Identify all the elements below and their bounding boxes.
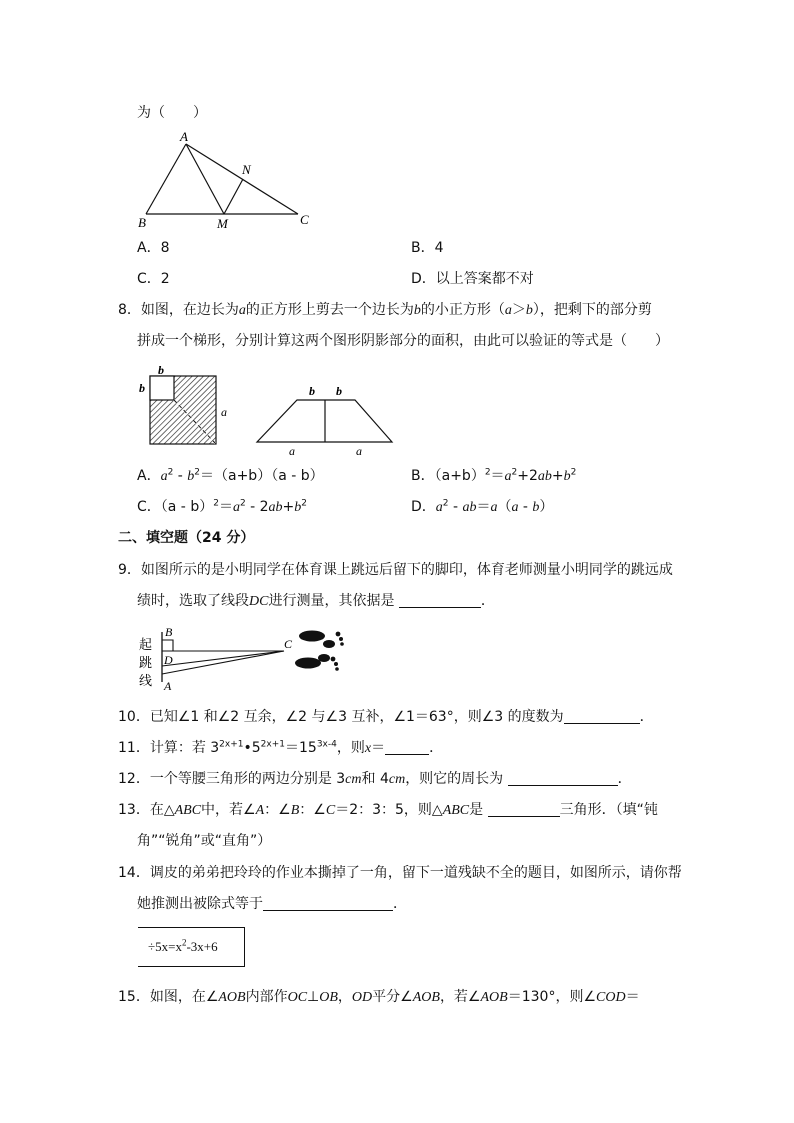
q8-trapezoid-figure xyxy=(252,380,398,456)
q9-label-d: D xyxy=(164,653,173,667)
q8-square-label-b-top: b xyxy=(158,364,164,377)
q10-stem: 10．已知∠1 和∠2 互余，∠2 与∠3 互补，∠1＝63°，则∠3 的度数为 ． xyxy=(118,709,654,725)
q7-line-mn xyxy=(224,179,243,214)
q7-label-n: N xyxy=(242,162,251,177)
q12-stem: 12．一个等腰三角形的两边分别是 3cm和 4cm，则它的周长为 ． xyxy=(118,771,632,787)
q7-label-m: M xyxy=(217,216,228,231)
q8-stem-line2: 拼成一个梯形，分别计算这两个图形阴影部分的面积，由此可以验证的等式是（ ） xyxy=(137,333,669,349)
footprint-icon xyxy=(295,631,344,671)
q9-label-a: A xyxy=(164,679,172,693)
q9-answer-blank[interactable] xyxy=(399,593,481,608)
q14-stem-line2: 她推测出被除式等于 ． xyxy=(137,896,407,912)
q7-option-a: A．8 xyxy=(137,240,170,256)
q8-option-d: D．$a^2 - ab=a(a - b)$ xyxy=(411,498,554,515)
q11-answer-blank[interactable] xyxy=(385,740,429,755)
q8-option-c: C．$(a - b)^2=a^2 - 2ab+b^2$ xyxy=(137,498,307,515)
q8-trap-label-a1: a xyxy=(289,444,295,456)
q14-stem-line1: 14．调皮的弟弟把玲玲的作业本撕掉了一角，留下一道残缺不全的题目，如图所示，请你帮 xyxy=(118,865,682,881)
section-title-fill-in: 二、填空题（24 分） xyxy=(118,530,255,546)
q7-label-a: A xyxy=(180,129,188,144)
q9-label-qi: 起 xyxy=(139,637,153,652)
q8-square-figure xyxy=(136,364,240,448)
q7-stem-tail: 为（ ） xyxy=(137,105,207,121)
q9-label-tiao: 跳 xyxy=(139,655,153,670)
q12-answer-blank[interactable] xyxy=(508,771,618,786)
q7-line-ab xyxy=(146,144,186,214)
q7-option-d: D．以上答案都不对 xyxy=(411,271,534,287)
q14-torn-paper-box xyxy=(138,927,245,967)
q7-line-ac xyxy=(186,144,298,214)
q13-stem-line2: 角”“锐角”或“直角”） xyxy=(137,833,272,849)
q7-option-b: B．4 xyxy=(411,240,444,256)
q9-label-b: B xyxy=(165,625,173,639)
q7-line-am xyxy=(186,144,224,214)
q8-option-a: A．$a^2 - b^2=(a+b)(a - b)$ xyxy=(137,467,324,484)
q7-label-c: C xyxy=(300,212,309,227)
q7-triangle-figure xyxy=(138,128,318,232)
q13-stem-line1: 13．在△ABC中，若∠A：∠B：∠C＝2：3：5，则△ABC是 三角形．（填“钝 xyxy=(118,802,658,818)
q14-answer-blank[interactable] xyxy=(263,896,393,911)
q9-label-c: C xyxy=(284,637,293,651)
q9-stem-line2: 绩时，选取了线段DC进行测量，其依据是 ． xyxy=(137,593,495,609)
q7-label-b: B xyxy=(138,215,146,230)
q8-square-label-a: a xyxy=(221,405,227,419)
q8-trap-label-b2: b xyxy=(336,384,342,398)
q10-answer-blank[interactable] xyxy=(564,709,640,724)
q9-long-jump-figure xyxy=(136,622,352,694)
q7-option-c: C．2 xyxy=(137,271,170,287)
q13-answer-blank[interactable] xyxy=(488,802,560,817)
q15-stem: 15．如图，在∠AOB内部作OC⊥OB，OD平分∠AOB，若∠AOB＝130°，则∠COD＝ xyxy=(118,989,640,1005)
q9-label-xian: 线 xyxy=(139,673,153,688)
q8-trap-label-a2: a xyxy=(356,444,362,456)
q14-box-expression: $\div 5x=x^2-3x+6$ xyxy=(148,937,218,954)
q8-trap-label-b1: b xyxy=(309,384,315,398)
q9-stem-line1: 9．如图所示的是小明同学在体育课上跳远后留下的脚印，体育老师测量小明同学的跳远成 xyxy=(118,562,673,578)
q8-stem-line1: 8．如图，在边长为a的正方形上剪去一个边长为b的小正方形（a＞b），把剩下的部分剪 xyxy=(118,302,652,318)
q8-square-label-b-left: b xyxy=(139,381,145,395)
q8-option-b: B．$(a+b)^2=a^2+2ab+b^2$ xyxy=(411,467,577,484)
q11-stem: 11．计算：若 $3^{2x+1}•5^{2x+1}=15^{3x-4}$，则x＝ ． xyxy=(118,739,444,756)
